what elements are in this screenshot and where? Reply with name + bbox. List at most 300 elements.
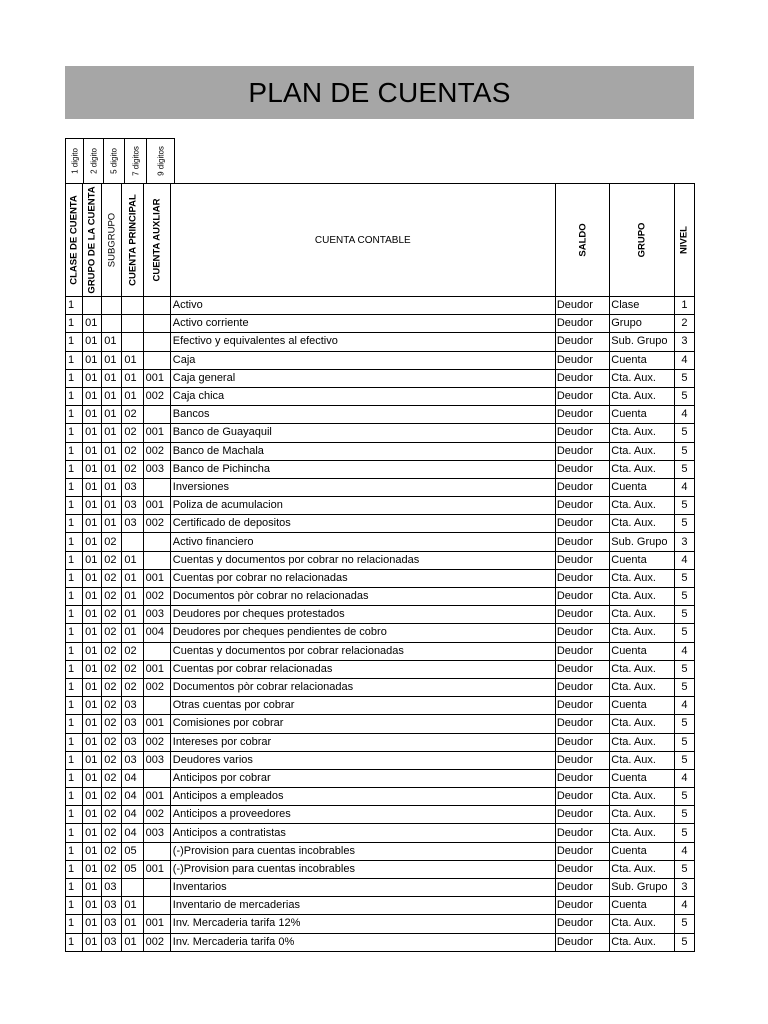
table-row (66, 624, 695, 642)
code-clase: 1 (66, 879, 83, 897)
code-auxiliar: 003 (143, 606, 170, 624)
code-clase: 1 (66, 933, 83, 951)
code-grupo: 01 (83, 478, 102, 496)
nivel-cell: 5 (674, 624, 694, 642)
code-clase: 1 (66, 697, 83, 715)
account-name: Deudores por cheques protestados (170, 606, 555, 624)
nivel-cell: 5 (674, 460, 694, 478)
account-name: Anticipos a empleados (170, 788, 555, 806)
code-subgrupo: 02 (102, 733, 122, 751)
account-name: Banco de Machala (170, 442, 555, 460)
code-principal: 03 (122, 697, 143, 715)
code-grupo: 01 (83, 678, 102, 696)
table-row (66, 715, 695, 733)
saldo-cell: Deudor (555, 933, 609, 951)
code-principal: 02 (122, 424, 143, 442)
code-grupo: 01 (83, 533, 102, 551)
table-row (66, 315, 695, 333)
code-grupo: 01 (83, 406, 102, 424)
code-auxiliar (143, 333, 170, 351)
code-clase: 1 (66, 533, 83, 551)
table-row (66, 297, 695, 315)
account-name: Anticipos por cobrar (170, 769, 555, 787)
code-subgrupo: 01 (102, 333, 122, 351)
code-clase: 1 (66, 806, 83, 824)
digit-header-cell (66, 139, 84, 184)
account-name: Cuentas y documentos por cobrar relacionadas (170, 642, 555, 660)
title-banner (65, 66, 694, 119)
account-name: (-)Provision para cuentas incobrables (170, 860, 555, 878)
account-rows (66, 297, 695, 952)
code-subgrupo: 01 (102, 442, 122, 460)
account-name: Documentos pòr cobrar relacionadas (170, 678, 555, 696)
nivel-cell: 5 (674, 806, 694, 824)
code-auxiliar: 002 (143, 933, 170, 951)
code-clase: 1 (66, 897, 83, 915)
code-auxiliar (143, 478, 170, 496)
saldo-cell: Deudor (555, 387, 609, 405)
table-row (66, 879, 695, 897)
account-name: Inv. Mercaderia tarifa 12% (170, 915, 555, 933)
code-principal: 02 (122, 678, 143, 696)
code-auxiliar: 002 (143, 588, 170, 606)
table-row (66, 497, 695, 515)
nivel-cell: 5 (674, 660, 694, 678)
table-row (66, 697, 695, 715)
code-subgrupo: 02 (102, 660, 122, 678)
code-auxiliar: 002 (143, 733, 170, 751)
code-grupo: 01 (83, 497, 102, 515)
code-clase: 1 (66, 351, 83, 369)
code-principal: 01 (122, 915, 143, 933)
code-principal: 05 (122, 860, 143, 878)
code-subgrupo: 01 (102, 387, 122, 405)
table-row (66, 333, 695, 351)
grupo-cell: Cuenta (610, 351, 675, 369)
code-principal: 01 (122, 606, 143, 624)
code-auxiliar: 001 (143, 915, 170, 933)
code-subgrupo: 01 (102, 460, 122, 478)
account-name: Activo (170, 297, 555, 315)
digit-header-cell (84, 139, 104, 184)
header-cuenta-contable: CUENTA CONTABLE (170, 184, 555, 297)
nivel-cell: 4 (674, 351, 694, 369)
grupo-cell: Cuenta (610, 897, 675, 915)
code-auxiliar (143, 897, 170, 915)
code-clase: 1 (66, 460, 83, 478)
column-header-row (66, 184, 695, 297)
code-principal: 03 (122, 515, 143, 533)
code-clase: 1 (66, 824, 83, 842)
saldo-cell: Deudor (555, 460, 609, 478)
nivel-cell: 5 (674, 497, 694, 515)
code-subgrupo (102, 297, 122, 315)
table-row (66, 915, 695, 933)
code-principal: 03 (122, 497, 143, 515)
table-row (66, 569, 695, 587)
grupo-cell: Cta. Aux. (610, 806, 675, 824)
header-principal: CUENTA PRINCIPAL (122, 184, 143, 297)
code-subgrupo: 01 (102, 369, 122, 387)
code-subgrupo: 02 (102, 569, 122, 587)
code-clase: 1 (66, 442, 83, 460)
code-auxiliar (143, 879, 170, 897)
grupo-cell: Cta. Aux. (610, 715, 675, 733)
table-row (66, 806, 695, 824)
account-name: Caja chica (170, 387, 555, 405)
code-grupo: 01 (83, 387, 102, 405)
nivel-cell: 5 (674, 569, 694, 587)
code-clase: 1 (66, 478, 83, 496)
grupo-cell: Cta. Aux. (610, 606, 675, 624)
account-name: Anticipos a contratistas (170, 824, 555, 842)
saldo-cell: Deudor (555, 842, 609, 860)
account-name: Caja general (170, 369, 555, 387)
grupo-cell: Cta. Aux. (610, 569, 675, 587)
table-row (66, 515, 695, 533)
code-grupo: 01 (83, 824, 102, 842)
account-name: Deudores varios (170, 751, 555, 769)
header-grupo: GRUPO (610, 184, 675, 297)
saldo-cell: Deudor (555, 297, 609, 315)
header-saldo: SALDO (555, 184, 609, 297)
code-principal (122, 297, 143, 315)
grupo-cell: Cta. Aux. (610, 497, 675, 515)
nivel-cell: 5 (674, 788, 694, 806)
nivel-cell: 3 (674, 533, 694, 551)
nivel-cell: 2 (674, 315, 694, 333)
code-subgrupo: 02 (102, 624, 122, 642)
code-clase: 1 (66, 624, 83, 642)
account-name: Efectivo y equivalentes al efectivo (170, 333, 555, 351)
nivel-cell: 3 (674, 333, 694, 351)
saldo-cell: Deudor (555, 515, 609, 533)
code-subgrupo: 01 (102, 515, 122, 533)
account-name: Banco de Pichincha (170, 460, 555, 478)
code-auxiliar: 001 (143, 424, 170, 442)
table-row (66, 478, 695, 496)
table-row (66, 442, 695, 460)
account-name: Intereses por cobrar (170, 733, 555, 751)
code-principal: 04 (122, 769, 143, 787)
grupo-cell: Cta. Aux. (610, 860, 675, 878)
code-subgrupo: 02 (102, 751, 122, 769)
table-row (66, 460, 695, 478)
grupo-cell: Cta. Aux. (610, 733, 675, 751)
table-row (66, 406, 695, 424)
code-auxiliar (143, 533, 170, 551)
nivel-cell: 5 (674, 933, 694, 951)
nivel-cell: 5 (674, 424, 694, 442)
saldo-cell: Deudor (555, 533, 609, 551)
code-clase: 1 (66, 424, 83, 442)
nivel-cell: 5 (674, 824, 694, 842)
table-row (66, 660, 695, 678)
nivel-cell: 4 (674, 478, 694, 496)
table-row (66, 788, 695, 806)
code-principal: 01 (122, 569, 143, 587)
code-auxiliar (143, 769, 170, 787)
code-grupo: 01 (83, 624, 102, 642)
code-grupo: 01 (83, 369, 102, 387)
code-auxiliar: 004 (143, 624, 170, 642)
code-principal: 04 (122, 806, 143, 824)
code-grupo: 01 (83, 333, 102, 351)
code-auxiliar (143, 697, 170, 715)
code-principal: 02 (122, 642, 143, 660)
code-grupo: 01 (83, 460, 102, 478)
saldo-cell: Deudor (555, 788, 609, 806)
account-name: Anticipos a proveedores (170, 806, 555, 824)
code-clase: 1 (66, 551, 83, 569)
digit-header-row (65, 138, 175, 184)
saldo-cell: Deudor (555, 551, 609, 569)
grupo-cell: Grupo (610, 315, 675, 333)
code-grupo: 01 (83, 879, 102, 897)
code-subgrupo: 01 (102, 351, 122, 369)
saldo-cell: Deudor (555, 369, 609, 387)
code-auxiliar: 003 (143, 460, 170, 478)
code-principal: 02 (122, 406, 143, 424)
code-auxiliar: 001 (143, 569, 170, 587)
code-grupo: 01 (83, 842, 102, 860)
grupo-cell: Cta. Aux. (610, 751, 675, 769)
code-subgrupo: 02 (102, 788, 122, 806)
code-grupo: 01 (83, 442, 102, 460)
code-clase: 1 (66, 588, 83, 606)
code-auxiliar: 002 (143, 678, 170, 696)
nivel-cell: 4 (674, 769, 694, 787)
grupo-cell: Cta. Aux. (610, 588, 675, 606)
code-auxiliar: 002 (143, 387, 170, 405)
nivel-cell: 3 (674, 879, 694, 897)
account-name: Banco de Guayaquil (170, 424, 555, 442)
saldo-cell: Deudor (555, 624, 609, 642)
saldo-cell: Deudor (555, 678, 609, 696)
code-grupo: 01 (83, 733, 102, 751)
code-auxiliar (143, 406, 170, 424)
nivel-cell: 5 (674, 715, 694, 733)
code-subgrupo: 01 (102, 424, 122, 442)
table-row (66, 897, 695, 915)
code-subgrupo: 02 (102, 769, 122, 787)
code-principal: 03 (122, 715, 143, 733)
grupo-cell: Sub. Grupo (610, 333, 675, 351)
saldo-cell: Deudor (555, 897, 609, 915)
code-grupo: 01 (83, 424, 102, 442)
nivel-cell: 4 (674, 551, 694, 569)
code-auxiliar (143, 842, 170, 860)
saldo-cell: Deudor (555, 806, 609, 824)
code-subgrupo: 03 (102, 915, 122, 933)
saldo-cell: Deudor (555, 606, 609, 624)
grupo-cell: Cta. Aux. (610, 624, 675, 642)
code-auxiliar: 003 (143, 751, 170, 769)
code-principal: 01 (122, 588, 143, 606)
grupo-cell: Cta. Aux. (610, 678, 675, 696)
grupo-cell: Cuenta (610, 842, 675, 860)
digit-header-cell (125, 139, 147, 184)
code-subgrupo: 03 (102, 897, 122, 915)
code-grupo: 01 (83, 569, 102, 587)
grupo-cell: Cta. Aux. (610, 460, 675, 478)
code-clase: 1 (66, 733, 83, 751)
table-row (66, 351, 695, 369)
nivel-cell: 5 (674, 751, 694, 769)
code-principal: 01 (122, 351, 143, 369)
table-row (66, 369, 695, 387)
code-grupo: 01 (83, 933, 102, 951)
plan-de-cuentas-table (65, 183, 695, 952)
grupo-cell: Cta. Aux. (610, 660, 675, 678)
nivel-cell: 5 (674, 369, 694, 387)
digit-header-cell (104, 139, 125, 184)
header-grupo-cuenta: GRUPO DE LA CUENTA (83, 184, 102, 297)
code-clase: 1 (66, 515, 83, 533)
code-principal: 01 (122, 387, 143, 405)
code-clase: 1 (66, 915, 83, 933)
code-principal: 04 (122, 788, 143, 806)
saldo-cell: Deudor (555, 351, 609, 369)
code-clase: 1 (66, 678, 83, 696)
code-auxiliar: 002 (143, 442, 170, 460)
code-auxiliar: 001 (143, 497, 170, 515)
table-row (66, 551, 695, 569)
code-grupo: 01 (83, 769, 102, 787)
account-name: Activo financiero (170, 533, 555, 551)
saldo-cell: Deudor (555, 424, 609, 442)
account-name: Otras cuentas por cobrar (170, 697, 555, 715)
code-subgrupo: 02 (102, 697, 122, 715)
table-row (66, 860, 695, 878)
code-clase: 1 (66, 315, 83, 333)
account-name: Activo corriente (170, 315, 555, 333)
code-clase: 1 (66, 842, 83, 860)
code-principal: 04 (122, 824, 143, 842)
saldo-cell: Deudor (555, 697, 609, 715)
code-subgrupo: 03 (102, 879, 122, 897)
grupo-cell: Sub. Grupo (610, 533, 675, 551)
code-grupo: 01 (83, 315, 102, 333)
code-subgrupo: 02 (102, 642, 122, 660)
code-auxiliar: 001 (143, 860, 170, 878)
nivel-cell: 5 (674, 678, 694, 696)
nivel-cell: 4 (674, 842, 694, 860)
code-auxiliar (143, 297, 170, 315)
table-row (66, 588, 695, 606)
saldo-cell: Deudor (555, 478, 609, 496)
page-title: PLAN DE CUENTAS (248, 76, 511, 108)
code-principal: 03 (122, 751, 143, 769)
table-row (66, 751, 695, 769)
code-grupo: 01 (83, 588, 102, 606)
digit-label: 1 digito (70, 148, 79, 174)
code-principal: 01 (122, 897, 143, 915)
code-subgrupo: 02 (102, 533, 122, 551)
grupo-cell: Cuenta (610, 551, 675, 569)
grupo-cell: Cuenta (610, 406, 675, 424)
code-grupo: 01 (83, 806, 102, 824)
code-clase: 1 (66, 660, 83, 678)
grupo-cell: Cta. Aux. (610, 369, 675, 387)
code-grupo: 01 (83, 751, 102, 769)
code-grupo: 01 (83, 897, 102, 915)
table-row (66, 533, 695, 551)
nivel-cell: 5 (674, 915, 694, 933)
saldo-cell: Deudor (555, 660, 609, 678)
code-grupo: 01 (83, 715, 102, 733)
account-name: Documentos pòr cobrar no relacionadas (170, 588, 555, 606)
table-row (66, 424, 695, 442)
code-clase: 1 (66, 387, 83, 405)
code-subgrupo: 02 (102, 824, 122, 842)
saldo-cell: Deudor (555, 824, 609, 842)
code-grupo: 01 (83, 551, 102, 569)
grupo-cell: Cta. Aux. (610, 424, 675, 442)
account-name: Caja (170, 351, 555, 369)
code-principal: 05 (122, 842, 143, 860)
code-grupo: 01 (83, 788, 102, 806)
table-row (66, 733, 695, 751)
saldo-cell: Deudor (555, 588, 609, 606)
code-auxiliar (143, 642, 170, 660)
code-principal: 01 (122, 369, 143, 387)
saldo-cell: Deudor (555, 333, 609, 351)
nivel-cell: 4 (674, 697, 694, 715)
code-subgrupo: 02 (102, 715, 122, 733)
code-auxiliar: 003 (143, 824, 170, 842)
code-grupo: 01 (83, 515, 102, 533)
header-clase: CLASE DE CUENTA (66, 184, 83, 297)
saldo-cell: Deudor (555, 915, 609, 933)
code-auxiliar: 002 (143, 515, 170, 533)
code-clase: 1 (66, 369, 83, 387)
account-name: Inventarios (170, 879, 555, 897)
digit-label: 9 digitos (156, 146, 165, 176)
saldo-cell: Deudor (555, 733, 609, 751)
code-grupo: 01 (83, 697, 102, 715)
code-subgrupo: 02 (102, 551, 122, 569)
code-auxiliar: 001 (143, 369, 170, 387)
saldo-cell: Deudor (555, 879, 609, 897)
code-principal (122, 333, 143, 351)
grupo-cell: Cuenta (610, 478, 675, 496)
digit-label: 2 digito (89, 148, 98, 174)
account-name: Certificado de depositos (170, 515, 555, 533)
account-name: Inversiones (170, 478, 555, 496)
account-name: Inventario de mercaderias (170, 897, 555, 915)
code-grupo: 01 (83, 860, 102, 878)
grupo-cell: Sub. Grupo (610, 879, 675, 897)
header-subgrupo: SUBGRUPO (102, 184, 122, 297)
code-principal (122, 879, 143, 897)
code-subgrupo: 01 (102, 406, 122, 424)
account-name: Inv. Mercaderia tarifa 0% (170, 933, 555, 951)
nivel-cell: 5 (674, 442, 694, 460)
nivel-cell: 5 (674, 733, 694, 751)
account-name: Cuentas por cobrar no relacionadas (170, 569, 555, 587)
code-subgrupo: 02 (102, 606, 122, 624)
account-name: Cuentas por cobrar relacionadas (170, 660, 555, 678)
saldo-cell: Deudor (555, 860, 609, 878)
code-clase: 1 (66, 769, 83, 787)
grupo-cell: Cta. Aux. (610, 824, 675, 842)
account-name: Deudores por cheques pendientes de cobro (170, 624, 555, 642)
code-subgrupo: 02 (102, 860, 122, 878)
code-auxiliar: 001 (143, 660, 170, 678)
code-principal: 02 (122, 660, 143, 678)
saldo-cell: Deudor (555, 751, 609, 769)
